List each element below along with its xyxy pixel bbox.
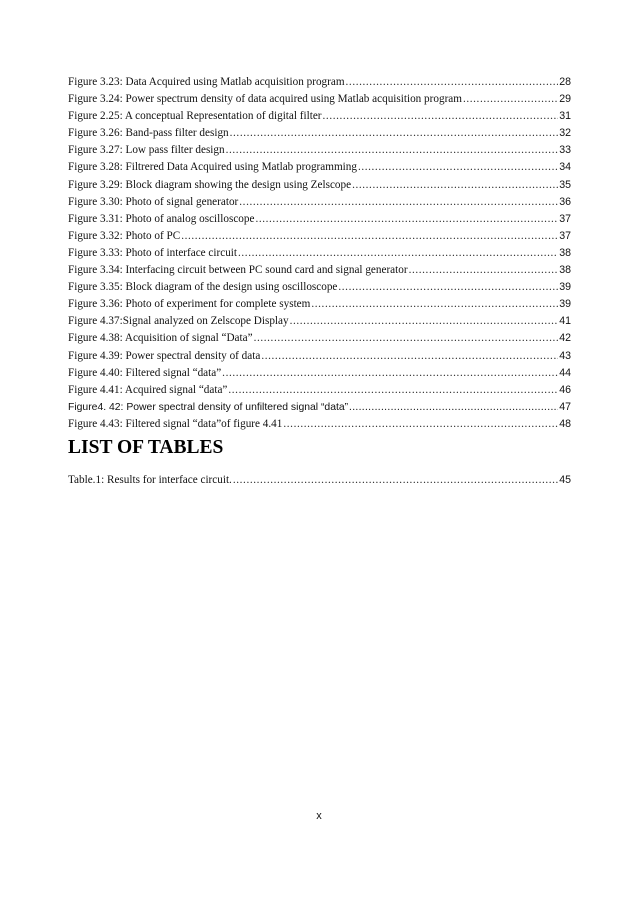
list-of-figures bbox=[68, 76, 571, 435]
dot-leader bbox=[230, 127, 559, 139]
dot-leader bbox=[346, 76, 559, 88]
toc-entry bbox=[68, 264, 571, 281]
entry-page: 35 bbox=[559, 178, 571, 191]
entry-label: Figure 3.24: Power spectrum density of data acquired using Matlab acquisition program bbox=[68, 93, 462, 106]
entry-label: Figure 3.36: Photo of experiment for complete system bbox=[68, 298, 311, 311]
toc-entry bbox=[68, 281, 571, 298]
dot-leader bbox=[255, 213, 558, 225]
entry-label: Figure 3.28: Filtrered Data Acquired using Matlab programming bbox=[68, 161, 357, 174]
entry-label: Figure 4.41: Acquired signal “data” bbox=[68, 383, 228, 396]
dot-leader bbox=[228, 384, 558, 396]
list-of-tables bbox=[68, 474, 571, 491]
dot-leader bbox=[338, 281, 558, 293]
entry-page: 39 bbox=[559, 298, 571, 311]
entry-label: Figure 3.34: Interfacing circuit between PC sound card and signal generator bbox=[68, 264, 408, 277]
dot-leader bbox=[233, 474, 558, 486]
entry-label: Figure 4.37:Signal analyzed on Zelscope Display bbox=[68, 315, 289, 328]
entry-page: 44 bbox=[559, 366, 571, 379]
toc-entry bbox=[68, 418, 571, 435]
dot-leader bbox=[463, 93, 558, 105]
toc-entry bbox=[68, 298, 571, 315]
entry-page: 38 bbox=[559, 264, 571, 277]
entry-label: Figure 3.33: Photo of interface circuit bbox=[68, 246, 238, 259]
toc-entry bbox=[68, 367, 571, 384]
entry-page: 38 bbox=[559, 246, 571, 259]
toc-entry bbox=[68, 401, 571, 418]
toc-entry bbox=[68, 247, 571, 264]
entry-label: Figure4. 42: Power spectral density of unfiltered signal “data” bbox=[68, 401, 349, 413]
entry-page: 45 bbox=[559, 474, 571, 486]
entry-label: Figure 2.25: A conceptual Representation of digital filter bbox=[68, 110, 322, 123]
entry-label: Figure 3.29: Block diagram showing the design using Zelscope bbox=[68, 178, 352, 191]
entry-label: Figure 4.38: Acquisition of signal “Data” bbox=[68, 332, 253, 345]
toc-entry bbox=[68, 196, 571, 213]
entry-label: Figure 3.35: Block diagram of the design using oscilloscope bbox=[68, 281, 338, 294]
toc-entry bbox=[68, 76, 571, 93]
entry-page: 48 bbox=[559, 417, 571, 430]
dot-leader bbox=[409, 264, 559, 276]
entry-page: 37 bbox=[559, 229, 571, 242]
dot-leader bbox=[283, 418, 558, 430]
entry-page: 42 bbox=[559, 332, 571, 345]
entry-label: Figure 3.32: Photo of PC bbox=[68, 229, 181, 242]
dot-leader bbox=[181, 230, 558, 242]
toc-entry bbox=[68, 161, 571, 178]
entry-page: 46 bbox=[559, 383, 571, 396]
dot-leader bbox=[238, 247, 558, 259]
dot-leader bbox=[358, 161, 558, 173]
entry-label: Figure 3.27: Low pass filter design bbox=[68, 144, 225, 157]
entry-label: Figure 4.39: Power spectral density of data bbox=[68, 349, 261, 362]
entry-page: 41 bbox=[559, 315, 571, 328]
toc-entry bbox=[68, 315, 571, 332]
dot-leader bbox=[323, 110, 559, 122]
entry-page: 37 bbox=[559, 212, 571, 225]
dot-leader bbox=[226, 144, 559, 156]
entry-label: Figure 3.23: Data Acquired using Matlab acquisition program bbox=[68, 76, 345, 88]
toc-entry bbox=[68, 213, 571, 230]
toc-entry bbox=[68, 93, 571, 110]
entry-page: 39 bbox=[559, 281, 571, 294]
toc-entry bbox=[68, 332, 571, 349]
entry-label: Table.1: Results for interface circuit. bbox=[68, 474, 232, 486]
dot-leader bbox=[239, 196, 558, 208]
toc-entry bbox=[68, 384, 571, 401]
entry-page: 32 bbox=[559, 127, 571, 140]
toc-entry bbox=[68, 144, 571, 161]
dot-leader bbox=[222, 367, 558, 379]
dot-leader bbox=[352, 179, 558, 191]
entry-page: 34 bbox=[559, 161, 571, 174]
dot-leader bbox=[311, 298, 558, 310]
entry-page: 36 bbox=[559, 195, 571, 208]
toc-entry bbox=[68, 127, 571, 144]
entry-label: Figure 3.30: Photo of signal generator bbox=[68, 195, 239, 208]
entry-page: 28 bbox=[559, 76, 571, 88]
toc-entry bbox=[68, 230, 571, 247]
entry-label: Figure 3.31: Photo of analog oscilloscope bbox=[68, 212, 255, 225]
entry-label: Figure 4.40: Filtered signal “data” bbox=[68, 366, 222, 379]
dot-leader bbox=[261, 350, 558, 362]
dot-leader bbox=[254, 332, 559, 344]
toc-entry bbox=[68, 110, 571, 127]
list-of-tables-heading: LIST OF TABLES bbox=[68, 437, 224, 458]
entry-page: 33 bbox=[559, 144, 571, 157]
toc-entry bbox=[68, 179, 571, 196]
entry-page: 31 bbox=[559, 110, 571, 123]
entry-page: 43 bbox=[559, 349, 571, 362]
entry-label: Figure 3.26: Band-pass filter design bbox=[68, 127, 229, 140]
dot-leader bbox=[349, 402, 558, 413]
toc-entry bbox=[68, 474, 571, 491]
dot-leader bbox=[290, 315, 559, 327]
toc-entry bbox=[68, 350, 571, 367]
entry-page: 47 bbox=[559, 400, 571, 413]
entry-page: 29 bbox=[559, 93, 571, 106]
page-number: x bbox=[316, 810, 322, 822]
entry-label: Figure 4.43: Filtered signal “data”of figure 4.41 bbox=[68, 417, 283, 430]
